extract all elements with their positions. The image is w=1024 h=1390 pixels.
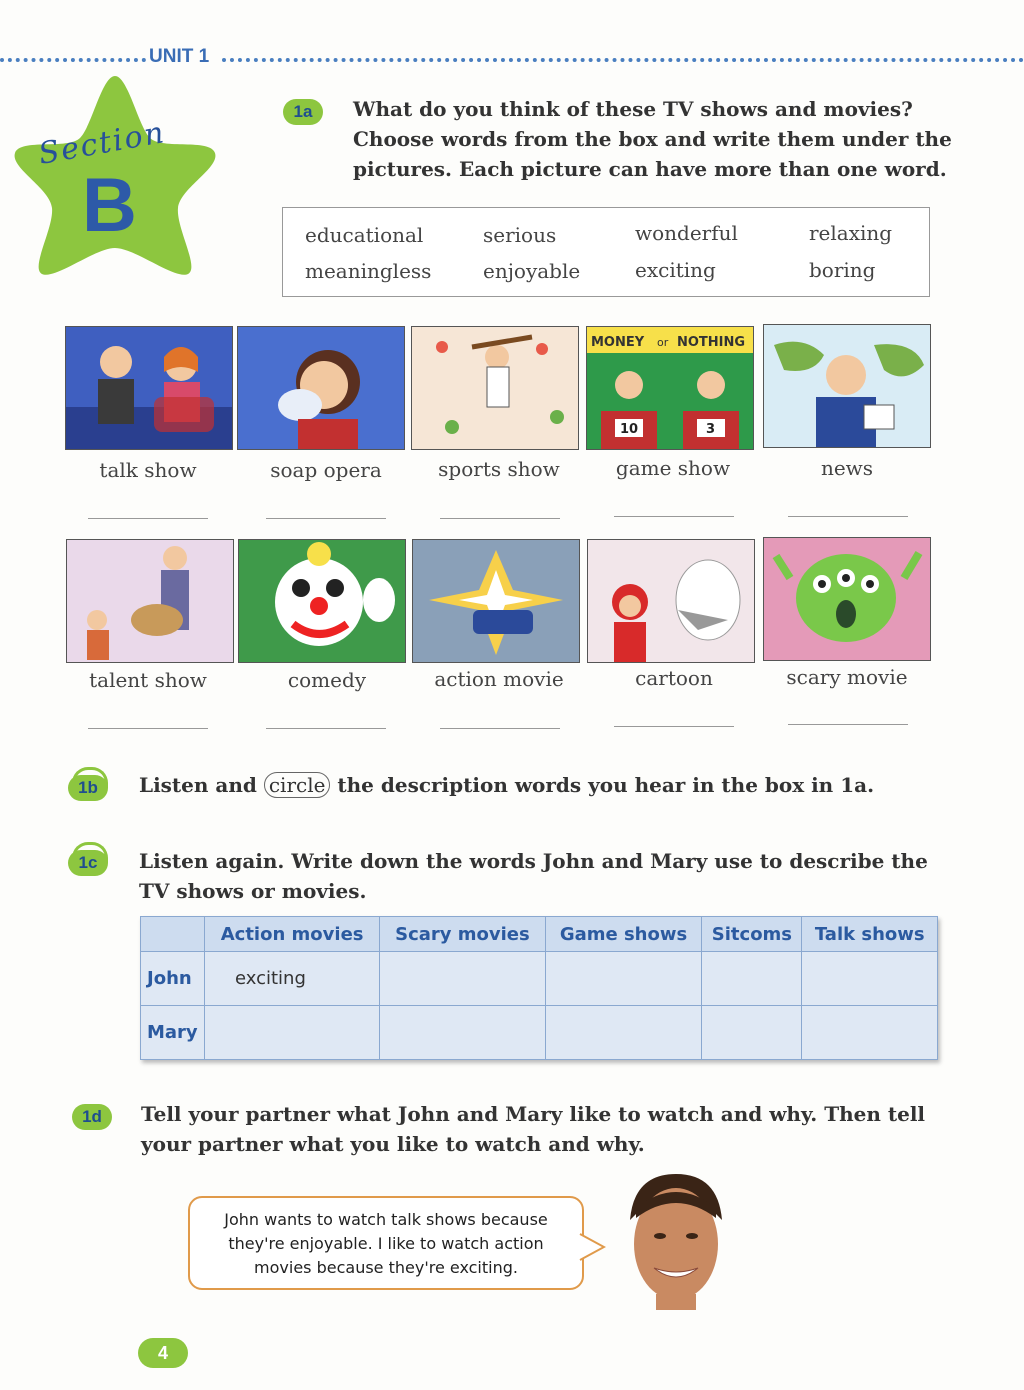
word-option: relaxing bbox=[809, 221, 893, 245]
game-show-picture bbox=[586, 326, 754, 450]
table-header: Action movies bbox=[205, 917, 380, 952]
table-row bbox=[141, 952, 938, 1006]
speech-bubble bbox=[188, 1196, 584, 1290]
table-cell[interactable] bbox=[545, 1006, 702, 1060]
exercise-1a-instructions bbox=[353, 94, 952, 184]
instruction-line: Choose words from the box and write them under the bbox=[353, 127, 952, 151]
section-word: Section bbox=[35, 115, 169, 172]
speech-line: they're enjoyable. I like to watch action bbox=[228, 1234, 544, 1253]
answer-line[interactable] bbox=[614, 726, 734, 727]
table-header: Scary movies bbox=[380, 917, 545, 952]
answer-line[interactable] bbox=[440, 728, 560, 729]
caption-sports-show: sports show bbox=[438, 457, 560, 481]
header-dotted-line-left bbox=[0, 58, 146, 62]
circled-word: circle bbox=[264, 772, 331, 798]
game-show-sign-or: or bbox=[657, 336, 669, 349]
row-name: John bbox=[141, 952, 205, 1006]
game-show-sign-money: MONEY bbox=[591, 335, 645, 350]
table-header bbox=[141, 917, 205, 952]
caption-talent-show: talent show bbox=[89, 668, 207, 692]
soap-opera-picture bbox=[237, 326, 405, 450]
boy-photo bbox=[620, 1170, 732, 1310]
instruction-text: Listen and bbox=[139, 773, 257, 797]
caption-talk-show: talk show bbox=[99, 458, 197, 482]
answer-table bbox=[140, 916, 938, 1060]
talent-show-picture bbox=[66, 539, 234, 663]
instruction-line: Tell your partner what John and Mary like to watch and why. Then tell bbox=[141, 1102, 926, 1126]
answer-line[interactable] bbox=[788, 516, 908, 517]
answer-line[interactable] bbox=[88, 518, 208, 519]
answer-line[interactable] bbox=[440, 518, 560, 519]
answer-line[interactable] bbox=[88, 728, 208, 729]
table-cell[interactable] bbox=[802, 952, 938, 1006]
section-letter: B bbox=[82, 163, 137, 248]
news-picture bbox=[763, 324, 931, 448]
instruction-text: the description words you hear in the box in 1a. bbox=[337, 773, 875, 797]
score-display: 10 bbox=[620, 422, 639, 437]
page-number: 4 bbox=[138, 1338, 188, 1368]
exercise-1b-badge: 1b bbox=[68, 775, 108, 801]
instruction-line: your partner what you like to watch and why. bbox=[141, 1132, 645, 1156]
word-box bbox=[282, 207, 930, 297]
instruction-line: Listen again. Write down the words John and Mary use to describe the bbox=[139, 849, 928, 873]
table-cell[interactable]: exciting bbox=[205, 952, 380, 1006]
word-option: educational bbox=[305, 223, 424, 247]
word-option: serious bbox=[483, 223, 557, 247]
caption-cartoon: cartoon bbox=[635, 666, 713, 690]
speech-bubble-tail bbox=[578, 1232, 606, 1262]
word-option: boring bbox=[809, 258, 876, 282]
word-option: exciting bbox=[635, 258, 716, 282]
instruction-line: TV shows or movies. bbox=[139, 879, 367, 903]
exercise-1b-instructions bbox=[139, 770, 874, 800]
table-cell[interactable] bbox=[545, 952, 702, 1006]
table-header: Game shows bbox=[545, 917, 702, 952]
table-cell[interactable] bbox=[205, 1006, 380, 1060]
table-cell[interactable] bbox=[802, 1006, 938, 1060]
unit-label: UNIT 1 bbox=[146, 46, 212, 68]
word-option: meaningless bbox=[305, 259, 432, 283]
row-name: Mary bbox=[141, 1006, 205, 1060]
table-cell[interactable] bbox=[702, 1006, 802, 1060]
speech-line: John wants to watch talk shows because bbox=[224, 1210, 548, 1229]
table-cell[interactable] bbox=[702, 952, 802, 1006]
table-header: Sitcoms bbox=[702, 917, 802, 952]
table-cell[interactable] bbox=[380, 952, 545, 1006]
word-option: wonderful bbox=[635, 221, 738, 245]
header-dotted-line-right bbox=[222, 58, 1024, 62]
action-movie-picture bbox=[412, 539, 580, 663]
exercise-1c-instructions bbox=[139, 846, 928, 906]
talk-show-picture bbox=[65, 326, 233, 450]
answer-line[interactable] bbox=[266, 728, 386, 729]
caption-scary-movie: scary movie bbox=[786, 665, 908, 689]
exercise-1d-instructions bbox=[141, 1099, 925, 1159]
answer-line[interactable] bbox=[266, 518, 386, 519]
word-option: enjoyable bbox=[483, 259, 581, 283]
table-header-row bbox=[141, 917, 938, 952]
table-header: Talk shows bbox=[802, 917, 938, 952]
cartoon-picture bbox=[587, 539, 755, 663]
table-cell[interactable] bbox=[380, 1006, 545, 1060]
instruction-line: pictures. Each picture can have more than one word. bbox=[353, 157, 947, 181]
speech-bubble-text bbox=[204, 1208, 568, 1280]
sports-show-picture bbox=[411, 326, 579, 450]
exercise-1d-badge: 1d bbox=[72, 1104, 112, 1130]
exercise-1a-badge: 1a bbox=[283, 99, 323, 125]
table-row bbox=[141, 1006, 938, 1060]
caption-action-movie: action movie bbox=[434, 667, 564, 691]
answer-line[interactable] bbox=[614, 516, 734, 517]
caption-game-show: game show bbox=[615, 456, 731, 480]
score-display: 3 bbox=[706, 422, 716, 437]
instruction-line: What do you think of these TV shows and movies? bbox=[353, 97, 913, 121]
speech-line: movies because they're exciting. bbox=[254, 1258, 518, 1277]
game-show-sign-nothing: NOTHING bbox=[677, 335, 746, 350]
caption-news: news bbox=[820, 456, 874, 480]
caption-soap-opera: soap opera bbox=[270, 458, 382, 482]
answer-line[interactable] bbox=[788, 724, 908, 725]
scary-movie-picture bbox=[763, 537, 931, 661]
exercise-1c-badge: 1c bbox=[68, 850, 108, 876]
comedy-picture bbox=[238, 539, 406, 663]
caption-comedy: comedy bbox=[287, 668, 367, 692]
